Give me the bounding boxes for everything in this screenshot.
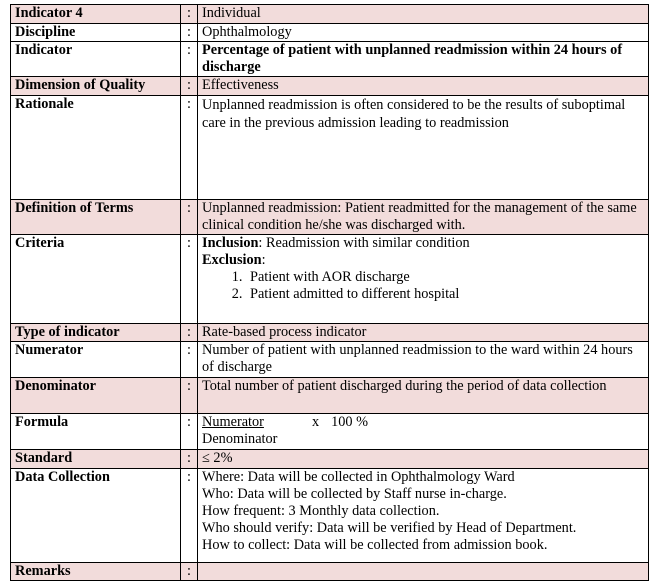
row-label: Remarks xyxy=(11,563,181,581)
data-collection-line: Who should verify: Data will be verified by Head of Department. xyxy=(202,520,577,536)
row-value: Number of patient with unplanned readmission to the ward within 24 hours of discharge xyxy=(198,342,649,378)
indicator-spec-table xyxy=(10,4,649,581)
row-label: Definition of Terms xyxy=(11,200,181,235)
row-value: Ophthalmology xyxy=(198,24,649,42)
colon: : xyxy=(181,96,198,200)
row-label: Denominator xyxy=(11,378,181,414)
colon: : xyxy=(181,378,198,414)
row-indicator xyxy=(11,42,649,77)
row-rationale xyxy=(11,96,649,200)
row-standard xyxy=(11,450,649,469)
row-value: Rate-based process indicator xyxy=(198,324,649,342)
row-remarks xyxy=(11,563,649,581)
row-label: Dimension of Quality xyxy=(11,77,181,96)
row-label: Data Collection xyxy=(11,469,181,563)
colon: : xyxy=(181,235,198,324)
colon: : xyxy=(181,414,198,450)
colon: : xyxy=(181,24,198,42)
row-label: Standard xyxy=(11,450,181,469)
exclusion-label: Exclusion xyxy=(202,252,262,268)
data-collection-line: How frequent: 3 Monthly data collection. xyxy=(202,503,440,519)
inclusion-text: : Readmission with similar condition xyxy=(258,235,470,251)
inclusion-line xyxy=(202,235,644,252)
row-value: Unplanned readmission: Patient readmitted for the management of the same clinical condition he/she was discharged with. xyxy=(198,200,649,235)
row-label: Type of indicator xyxy=(11,324,181,342)
row-data-collection xyxy=(11,469,649,563)
data-collection-line: Where: Data will be collected in Ophthalmology Ward xyxy=(202,469,515,485)
formula-numerator: Numerator xyxy=(202,414,264,430)
row-type xyxy=(11,324,649,342)
colon: : xyxy=(181,324,198,342)
row-indicator-number xyxy=(11,5,649,24)
row-value: ≤ 2% xyxy=(198,450,649,469)
row-label: Rationale xyxy=(11,96,181,200)
formula-times: x xyxy=(311,414,320,430)
row-numerator xyxy=(11,342,649,378)
row-value xyxy=(198,469,649,563)
inclusion-label: Inclusion xyxy=(202,235,259,251)
row-discipline xyxy=(11,24,649,42)
row-criteria xyxy=(11,235,649,324)
row-label: Formula xyxy=(11,414,181,450)
row-label: Indicator xyxy=(11,42,181,77)
colon: : xyxy=(181,77,198,96)
row-value: Effectiveness xyxy=(198,77,649,96)
row-label: Indicator 4 xyxy=(11,5,181,24)
colon: : xyxy=(181,469,198,563)
row-label: Criteria xyxy=(11,235,181,324)
formula-top xyxy=(202,414,644,431)
row-dimension xyxy=(11,77,649,96)
data-collection-line: How to collect: Data will be collected from admission book. xyxy=(202,537,548,553)
row-definition xyxy=(11,200,649,235)
row-denominator xyxy=(11,378,649,414)
data-collection-line: Who: Data will be collected by Staff nurse in-charge. xyxy=(202,486,507,502)
exclusion-colon: : xyxy=(261,252,266,268)
colon: : xyxy=(181,450,198,469)
colon: : xyxy=(181,5,198,24)
row-value xyxy=(198,563,649,581)
colon: : xyxy=(181,563,198,581)
formula-percent: 100 % xyxy=(331,414,369,430)
row-formula xyxy=(11,414,649,450)
list-item: 2. Patient admitted to different hospital xyxy=(246,286,644,303)
row-label: Numerator xyxy=(11,342,181,378)
exclusion-line xyxy=(202,252,644,269)
colon: : xyxy=(181,342,198,378)
row-value: Individual xyxy=(198,5,649,24)
row-value: Unplanned readmission is often considered to be the results of suboptimal care in the previous admission leading to readmission xyxy=(198,96,649,200)
colon: : xyxy=(181,200,198,235)
exclusion-list xyxy=(202,269,644,303)
row-label: Discipline xyxy=(11,24,181,42)
row-value xyxy=(198,235,649,324)
colon: : xyxy=(181,42,198,77)
list-item: 1. Patient with AOR discharge xyxy=(246,269,644,286)
row-value xyxy=(198,414,649,450)
formula-denominator: Denominator xyxy=(202,431,278,447)
row-value: Total number of patient discharged during the period of data collection xyxy=(198,378,649,414)
row-value: Percentage of patient with unplanned readmission within 24 hours of discharge xyxy=(198,42,649,77)
